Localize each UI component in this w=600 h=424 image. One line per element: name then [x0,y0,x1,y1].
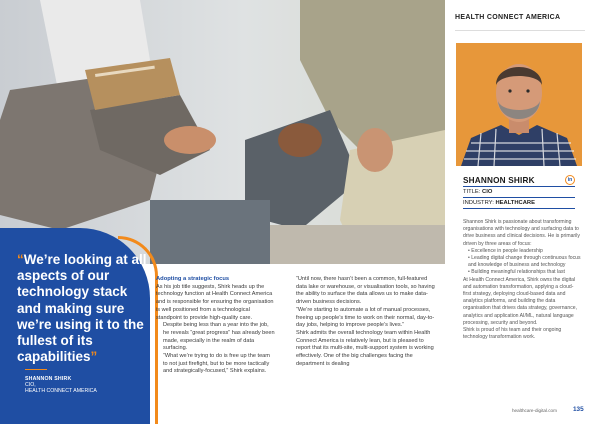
paragraph: “Until now, there hasn’t been a common, full-featured data lake or warehouse, or visualisation tools, so having the ability to surface the data allows us to make data-driven business decisions. [296,276,435,306]
profile-bio [463,219,581,341]
profile-rule [463,208,575,209]
bio-closing: Shirk is proud of his team and their ongoing technology transformation work. [463,327,562,341]
paragraph: Despite being less than a year into the job, he reveals “great progress” has already been made, especially in the realm of data surfacing. [163,322,275,352]
footer-url[interactable]: healthcare-digital.com [512,408,557,413]
section-heading: Adopting a strategic focus [156,276,230,282]
bio-bullet: • Leading digital change through continuous focus and knowledge of business and technology [468,255,581,269]
bio-bullet: • Excellence in people leadership [468,247,543,254]
title-label: TITLE: [463,189,481,195]
portrait-illustration [456,43,582,166]
quote-attribution-name: SHANNON SHIRK [25,376,72,382]
industry-label: INDUSTRY: [463,200,494,206]
quote-attribution-role: CIO, [25,382,36,388]
quote-attribution-company: HEALTH CONNECT AMERICA [25,388,97,394]
linkedin-icon[interactable]: in [565,175,575,185]
bio-intro: Shannon Shirk is passionate about transforming organisations with technology and surfacing data to drive business and clinical decisions. He is primarily driven by three areas of focus: [463,219,580,247]
profile-rule [463,197,575,198]
header-photo [0,0,445,264]
group-discussion-photo [0,0,445,264]
paragraph: “We’re starting to automate a lot of manual processes, freeing up people’s time to work on their normal, day-to-day jobs, helping to improve people’s lives.” [296,306,435,329]
paragraph: “What we’re trying to do is free up the team to not just firefight, but to be more tactically and strategically-focused,” Shirk explains. [163,353,270,375]
bio-bullet: • Building meaningful relationships that last [468,269,565,276]
profile-title-row [463,189,492,195]
bio-paragraph: At Health Connect America, Shirk owns the digital and automation transformation, applying a cloud-first strategy, deploying cloud-based data and analytics platforms, and building the data organisation that drives data strategy, governance, analytics and application AI/ML, natural language processing, security and beyond. [463,276,578,326]
quote-open-mark: “ [17,252,24,267]
paragraph: Shirk admits the overall technology team within Health Connect America is relatively lean, but is pleased to report that its multi-site, multi-support system is working effectively. One of the big challenges facing the department is dealing [296,329,434,367]
header-divider [455,30,585,31]
profile-portrait [456,43,582,166]
pull-quote [17,252,147,365]
title-value: CIO [482,189,493,195]
profile-industry-row [463,200,535,206]
quote-close-mark: ” [90,349,98,365]
paragraph: As his job title suggests, Shirk heads up the technology function at Health Connect America and is responsible for ensuring the organisation is well positioned from a technological standpoint to provide high-quality care. [156,283,274,321]
profile-rule [463,186,575,187]
magazine-section-title: HEALTH CONNECT AMERICA [455,14,561,21]
quote-divider [25,369,47,370]
industry-value: HEALTHCARE [495,200,535,206]
article-column-2 [289,276,439,368]
article-column-1 [156,276,276,376]
pull-quote-text: We’re looking at all aspects of our technology stack and making sure we’re using it to the fullest of its capabilities [17,252,147,365]
profile-name: SHANNON SHIRK [463,176,535,185]
page-number: 135 [573,406,584,413]
